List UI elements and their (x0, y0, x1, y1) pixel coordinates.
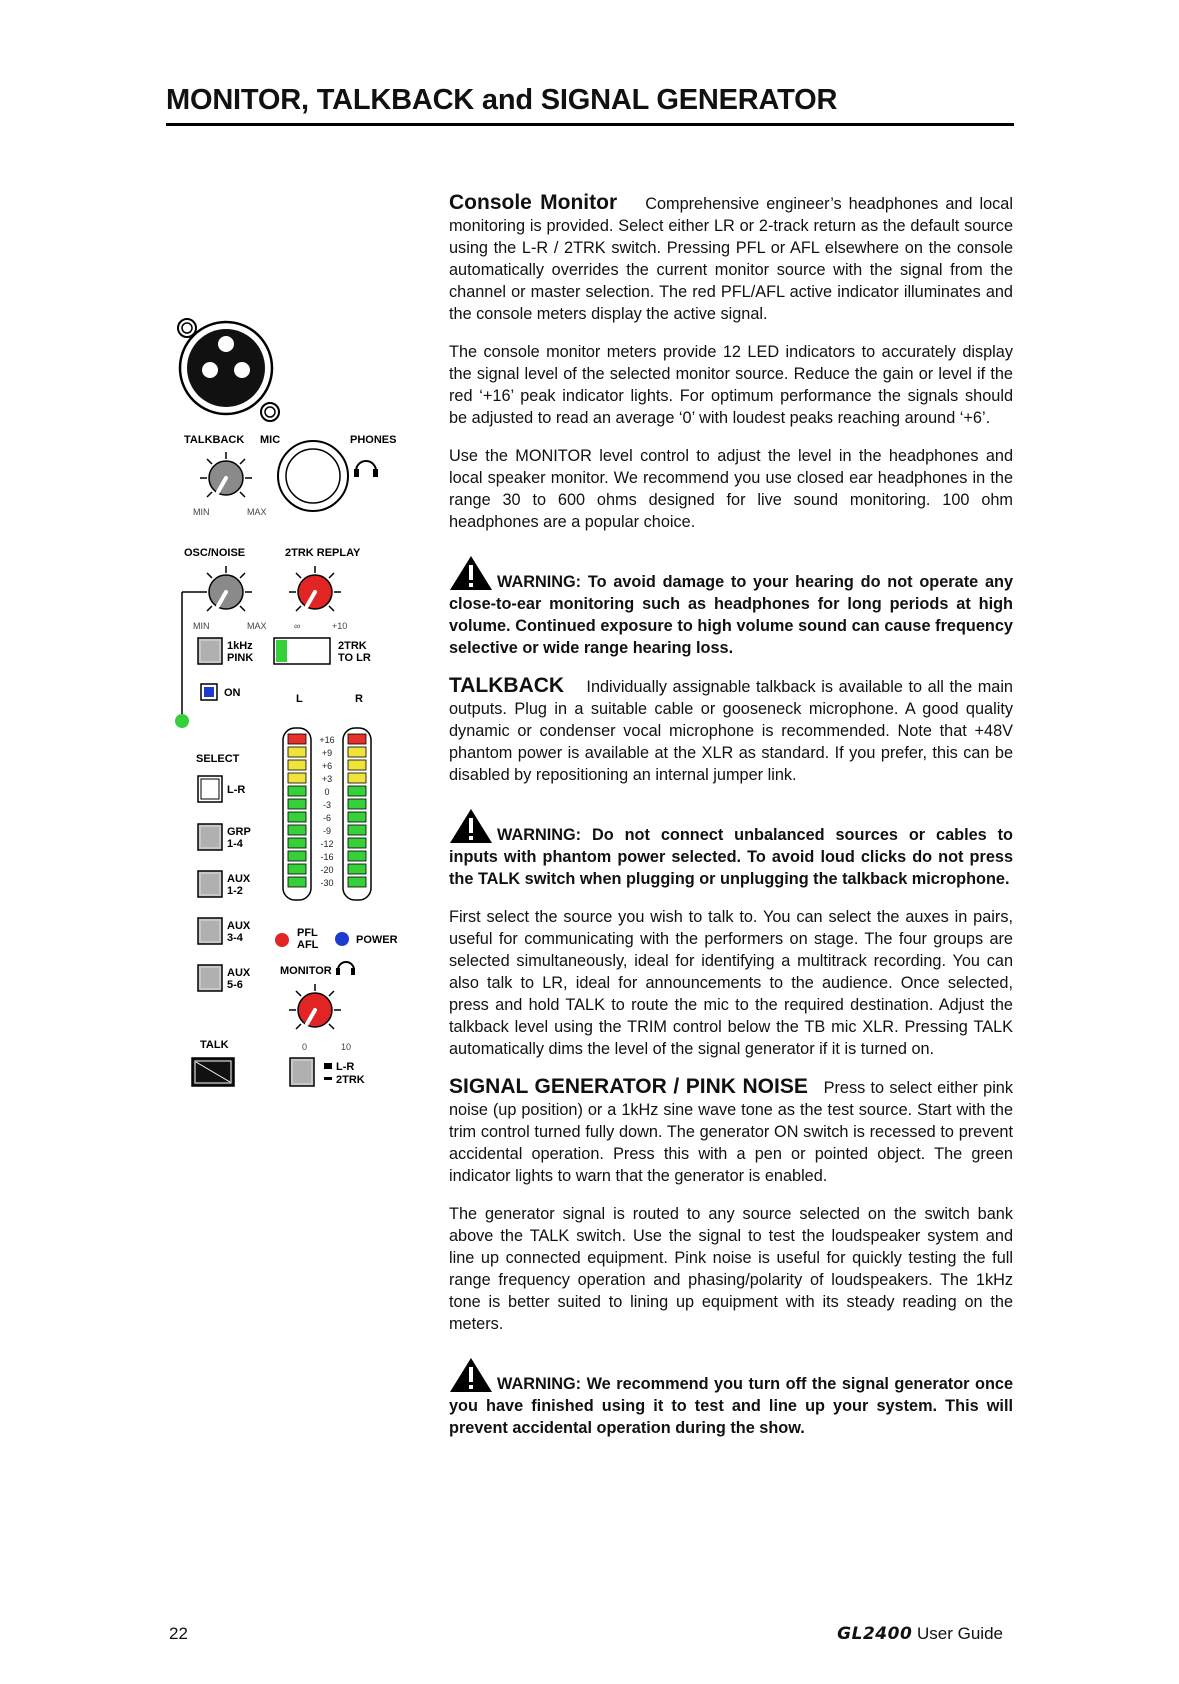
talkback-label: TALKBACK (184, 434, 245, 446)
meter-l-led (288, 838, 306, 848)
aux12-range-label: 1-2 (227, 885, 243, 897)
meter-r-led (348, 864, 366, 874)
signal-generator-p2: The generator signal is routed to any source selected on the switch bank above the TALK switch. Use the signal to test the loudspeaker system and line up connected equipment. Pink noise is useful for quickly testing the full range frequency operation and phasing/polarity of loudspeakers. The 1kHz tone is better suited to lining up equipment with its steady reading on the meters. (449, 1205, 1013, 1333)
meter-l-led (288, 877, 306, 887)
generator-on-indicator (175, 714, 189, 728)
meter-l-led (288, 812, 306, 822)
console-monitor-p1: Comprehensive engineer’s headphones and local monitoring is provided. Select either LR or 2-track return as the default source using the L-R / 2TRK switch. Pressing PFL or AFL elsewhere on the console automatically overrides the current monitor source with the signal from the channel or master selection. The red PFL/AFL active indicator illuminates and the console meters display the active signal. (449, 195, 1013, 323)
generator-warning (449, 1357, 1013, 1439)
console-monitor-section (449, 192, 1013, 325)
meter-scale (319, 735, 334, 888)
monitor-lr-2trk-switch[interactable] (290, 1058, 314, 1086)
meter-r-led (348, 773, 366, 783)
meter-scale-label: -6 (322, 813, 332, 823)
meter-r-led (348, 760, 366, 770)
osc-min-label: MIN (193, 621, 210, 631)
meter-l-led (288, 773, 306, 783)
meter-l-led (288, 734, 306, 744)
talkback-mic-xlr-connector (178, 319, 279, 421)
meter-scale-label: +9 (321, 748, 333, 758)
select-lr-switch[interactable] (198, 776, 222, 802)
warning-icon (449, 808, 493, 844)
select-label: SELECT (196, 753, 240, 765)
monitor-lr-label: L-R (336, 1061, 355, 1073)
talkback-max-label: MAX (247, 507, 267, 517)
select-aux34-switch[interactable] (198, 918, 222, 944)
mic-label: MIC (260, 434, 281, 446)
select-aux12-switch[interactable] (198, 871, 222, 897)
meter-r-led (348, 734, 366, 744)
monitor-panel-diagram (170, 308, 410, 1108)
monitor-label: MONITOR (280, 965, 332, 977)
generator-warning-text: WARNING: We recommend you turn off the signal generator once you have finished using it to test and line up your system. This will prevent accidental operation during the show. (449, 1375, 1013, 1437)
phantom-warning-text: WARNING: Do not connect unbalanced sources or cables to inputs with phantom power selected. To avoid loud clicks do not press the TALK switch when plugging or unplugging the talkback microphone. (449, 826, 1013, 888)
aux56-label: AUX (227, 967, 251, 979)
twotrk-replay-knob[interactable] (289, 566, 341, 611)
meter-r-label: R (355, 693, 363, 705)
meter-scale-label: -12 (320, 839, 334, 849)
twotrk-to-lr-switch[interactable] (274, 638, 330, 664)
meter-scale-label: +16 (319, 735, 335, 745)
aux34-label: AUX (227, 920, 251, 932)
twotrk-plus10-label: +10 (332, 621, 348, 631)
monitor-headphones-icon (336, 962, 355, 975)
phones-jack[interactable] (278, 441, 348, 511)
footer-brand: GL2400 (837, 1624, 913, 1644)
monitor-meter-r (343, 728, 371, 900)
meter-r-led (348, 851, 366, 861)
signal-generator-heading: SIGNAL GENERATOR / PINK NOISE (449, 1075, 808, 1098)
hearing-warning-text: WARNING: To avoid damage to your hearing do not operate any close-to-ear monitoring such as headphones for long periods at high volume. Continued exposure to high volume sound can cause frequency selective or wide range hearing loss. (449, 573, 1013, 657)
footer-guide (837, 1624, 1003, 1644)
meter-r-led (348, 799, 366, 809)
generator-on-switch[interactable] (201, 684, 217, 700)
meter-l-led (288, 864, 306, 874)
on-label: ON (224, 687, 241, 699)
meter-scale-label: -9 (322, 826, 332, 836)
aux56-range-label: 5-6 (227, 979, 243, 991)
meter-r-led (348, 838, 366, 848)
twotrk-infinity-label: ∞ (294, 621, 301, 631)
meter-l-led (288, 825, 306, 835)
page-title: MONITOR, TALKBACK and SIGNAL GENERATOR (166, 84, 1014, 126)
talkback-heading: TALKBACK (449, 674, 565, 697)
2trk-position-marker (324, 1077, 332, 1080)
pfl-afl-indicator (275, 933, 289, 947)
select-lr-label: L-R (227, 784, 246, 796)
talkback-p1: Individually assignable talkback is available to all the main outputs. Plug in a suitable cable or gooseneck microphone. A good quality dynamic or condenser vocal microphone is recommended. Note that +48V phantom power is available at the XLR as standard. If you prefer, this can be disabled by repositioning an internal jumper link. (449, 678, 1013, 784)
meter-scale-label: +6 (321, 761, 333, 771)
lr-position-marker (324, 1063, 332, 1069)
talkback-p2: First select the source you wish to talk to. You can select the auxes in pairs, useful for communicating with the performers on stage. The four groups are selected simultaneously, ideal for identifying a multitrack recording. You can also talk to LR, ideal for announcements to the audience. Once selected, press and hold TALK to route the mic to the required destination. Adjust the talkback level using the TRIM control below the TB mic XLR. Pressing TALK automatically dims the level of the signal generator if it is turned on. (449, 908, 1013, 1058)
signal-generator-p1: Press to select either pink noise (up position) or a 1kHz sine wave tone as the test source. Start with the trim control turned fully down. The generator ON switch is recessed to prevent accidental operation. Press this with a pen or pointed object. The green indicator lights to warn that the generator is enabled. (449, 1079, 1014, 1185)
meter-r-led (348, 786, 366, 796)
headphones-icon (354, 461, 378, 477)
console-monitor-p3: Use the MONITOR level control to adjust the level in the headphones and local speaker monitor. We recommend you use closed ear headphones in the range 30 to 600 ohms designed for live sound monitoring. 100 ohm headphones are a popular choice. (449, 447, 1013, 531)
warning-icon (449, 1357, 493, 1393)
meter-l-led (288, 747, 306, 757)
grp-label: GRP (227, 826, 251, 838)
monitor-2trk-label: 2TRK (336, 1074, 365, 1086)
signal-generator-section (449, 1076, 1013, 1187)
talk-label: TALK (200, 1039, 229, 1051)
monitor-ten-label: 10 (341, 1042, 352, 1052)
grp-range-label: 1-4 (227, 838, 243, 850)
aux12-label: AUX (227, 873, 251, 885)
meter-l-led (288, 799, 306, 809)
page-number: 22 (169, 1624, 188, 1643)
talk-switch[interactable] (192, 1058, 234, 1086)
talkback-section (449, 675, 1013, 786)
monitor-meter-l (283, 728, 311, 900)
pink-label: PINK (227, 652, 254, 664)
power-indicator (335, 932, 349, 946)
phones-label: PHONES (350, 434, 397, 446)
1khz-pink-switch[interactable] (198, 638, 222, 664)
aux34-range-label: 3-4 (227, 932, 243, 944)
meter-r-led (348, 812, 366, 822)
warning-icon (449, 555, 493, 591)
meter-l-led (288, 760, 306, 770)
body-text-column (449, 192, 1013, 1455)
talkback-trim-knob[interactable] (200, 452, 252, 497)
phantom-warning (449, 808, 1013, 890)
meter-scale-label: -16 (320, 852, 334, 862)
meter-l-led (288, 786, 306, 796)
select-aux56-switch[interactable] (198, 965, 222, 991)
meter-r-led (348, 747, 366, 757)
meter-scale-label: -30 (320, 878, 334, 888)
meter-l-led (288, 851, 306, 861)
meter-scale-label: -3 (322, 800, 332, 810)
pfl-label: PFL (297, 927, 318, 939)
monitor-zero-label: 0 (302, 1042, 308, 1052)
meter-r-led (348, 825, 366, 835)
talkback-min-label: MIN (193, 507, 210, 517)
console-monitor-heading: Console Monitor (449, 191, 618, 214)
afl-label: AFL (297, 939, 319, 951)
twotrk-label: 2TRK (338, 640, 367, 652)
monitor-level-knob[interactable] (289, 984, 341, 1029)
meter-l-label: L (296, 693, 303, 705)
to-lr-label: TO LR (338, 652, 371, 664)
footer-guide-text: User Guide (917, 1624, 1003, 1643)
select-grp-switch[interactable] (198, 824, 222, 850)
osc-max-label: MAX (247, 621, 267, 631)
power-label: POWER (356, 934, 398, 946)
console-monitor-p2: The console monitor meters provide 12 LED indicators to accurately display the signal level of the selected monitor source. Reduce the gain or level if the red ‘+16’ peak indicator lights. For optimum performance the signals should be adjusted to read an average ‘0’ with loudest peaks reaching around ‘+6’. (449, 343, 1013, 427)
twotrk-replay-label: 2TRK REPLAY (285, 547, 361, 559)
meter-scale-label: 0 (324, 787, 330, 797)
hearing-warning (449, 555, 1013, 659)
1khz-label: 1kHz (227, 640, 253, 652)
osc-noise-level-knob[interactable] (200, 566, 252, 611)
meter-r-led (348, 877, 366, 887)
meter-scale-label: -20 (320, 865, 334, 875)
osc-noise-label: OSC/NOISE (184, 547, 246, 559)
meter-scale-label: +3 (321, 774, 333, 784)
